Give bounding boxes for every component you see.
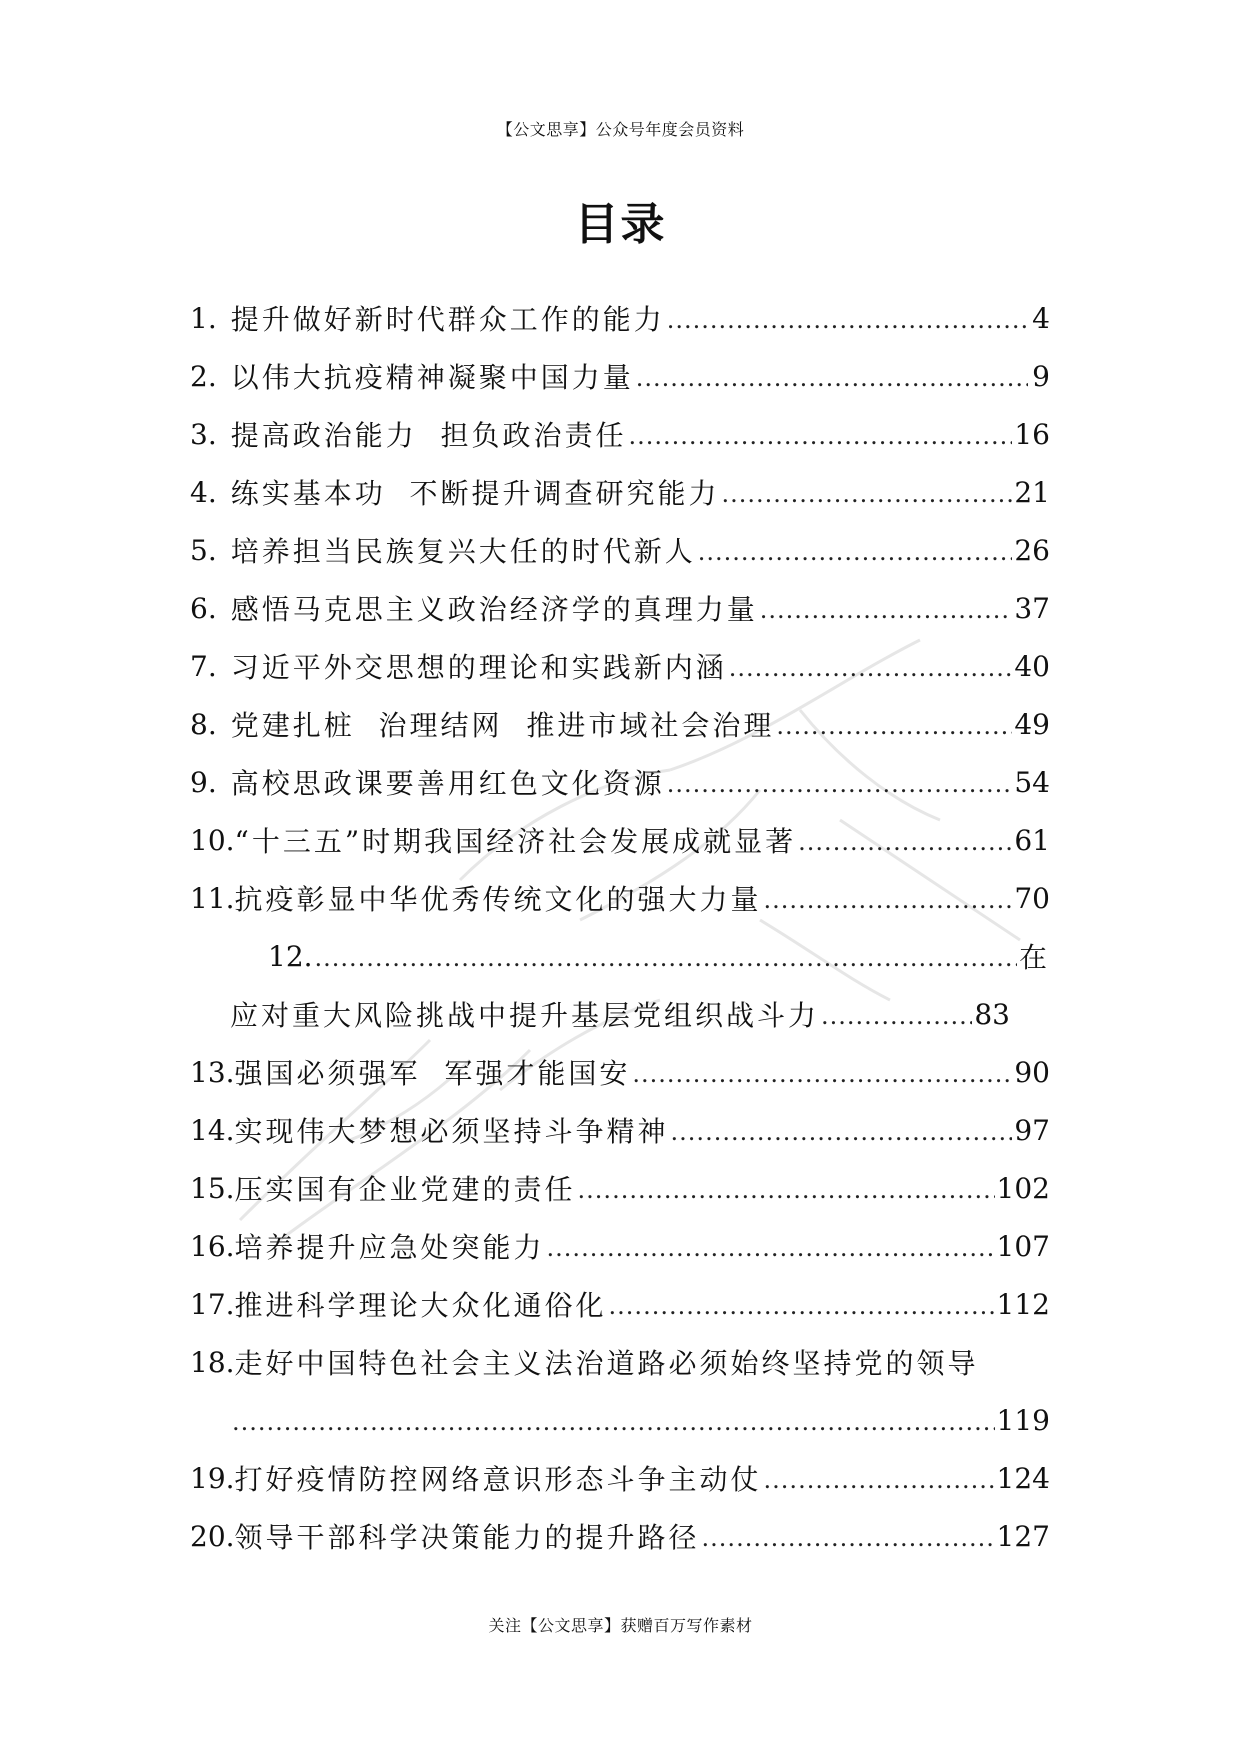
toc-entry-page: 70 [1014, 881, 1050, 915]
toc-entry-page: 97 [1014, 1113, 1050, 1147]
toc-entry-page: 61 [1014, 823, 1050, 857]
toc-entry-13[interactable] [190, 1043, 1050, 1101]
toc-entry-number: 3. [190, 417, 217, 451]
toc-entry-14[interactable] [190, 1101, 1050, 1159]
toc-dot-leader [315, 940, 1017, 973]
page-footer-note: 关注【公文思享】获赠百万写作素材 [488, 1616, 753, 1635]
toc-dot-leader [722, 476, 1013, 509]
toc-entry-page: 124 [996, 1461, 1050, 1495]
toc-entry-page: 127 [996, 1519, 1050, 1553]
toc-entry-17[interactable] [190, 1275, 1050, 1333]
toc-entry-title: 强国必须强军 军强才能国安 [234, 1057, 631, 1090]
toc-entry-number: 13. [190, 1055, 235, 1089]
toc-entry-number: 2. [190, 359, 217, 393]
toc-dot-leader [667, 302, 1028, 335]
toc-entry-page: 26 [1014, 533, 1050, 567]
toc-entry-2[interactable] [190, 347, 1050, 405]
toc-entry-title: 党建扎桩 治理结网 推进市域社会治理 [230, 709, 775, 742]
toc-entry-title: 打好疫情防控网络意识形态斗争主动仗 [234, 1463, 762, 1496]
toc-entry-title: 高校思政课要善用红色文化资源 [230, 767, 665, 800]
toc-entry-16[interactable] [190, 1217, 1050, 1275]
toc-entry-number: 18. [190, 1345, 235, 1379]
toc-dot-leader [609, 1288, 995, 1321]
toc-entry-number: 5. [190, 533, 217, 567]
toc-entry-12[interactable] [190, 927, 1050, 985]
toc-entry-page: 21 [1014, 475, 1050, 509]
toc-entry-18-continuation[interactable] [190, 1391, 1050, 1449]
toc-entry-title: 推进科学理论大众化通俗化 [234, 1289, 607, 1322]
toc-dot-leader [760, 592, 1013, 625]
toc-entry-1[interactable] [190, 289, 1050, 347]
toc-entry-number: 17. [190, 1287, 235, 1321]
toc-entry-page: 37 [1014, 591, 1050, 625]
toc-dot-leader [798, 824, 1012, 857]
toc-entry-5[interactable] [190, 521, 1050, 579]
toc-dot-leader [702, 1520, 995, 1553]
toc-entry-12-continuation[interactable] [190, 985, 1050, 1043]
toc-entry-3[interactable] [190, 405, 1050, 463]
toc-entry-number: 10. [190, 823, 235, 857]
toc-entry-page: 119 [996, 1403, 1050, 1437]
toc-entry-page: 107 [996, 1229, 1050, 1263]
toc-entry-number: 19. [190, 1461, 235, 1495]
toc-dot-leader [729, 650, 1013, 683]
toc-dot-leader [667, 766, 1013, 799]
toc-entry-title: 实现伟大梦想必须坚持斗争精神 [234, 1115, 669, 1148]
toc-dot-leader [632, 1056, 1012, 1089]
toc-entry-title: 应对重大风险挑战中提升基层党组织战斗力 [230, 999, 820, 1032]
toc-entry-number: 6. [190, 591, 217, 625]
toc-dot-leader [821, 998, 972, 1031]
toc-entry-title: 感悟马克思主义政治经济学的真理力量 [230, 593, 758, 626]
toc-entry-11[interactable] [190, 869, 1050, 927]
toc-dot-leader [698, 534, 1013, 567]
toc-entry-page: 112 [996, 1287, 1050, 1321]
toc-entry-8[interactable] [190, 695, 1050, 753]
toc-entry-title: 练实基本功 不断提升调查研究能力 [230, 477, 720, 510]
toc-entry-15[interactable] [190, 1159, 1050, 1217]
toc-entry-number: 7. [190, 649, 217, 683]
toc-entry-title: 培养担当民族复兴大任的时代新人 [230, 535, 696, 568]
toc-entry-page: 54 [1014, 765, 1050, 799]
toc-entry-page: 40 [1014, 649, 1050, 683]
toc-entry-20[interactable] [190, 1507, 1050, 1565]
table-of-contents [190, 289, 1050, 1565]
toc-entry-number: 20. [190, 1519, 235, 1553]
toc-dot-leader [629, 418, 1013, 451]
toc-dot-leader [636, 360, 1028, 393]
toc-entry-page: 90 [1014, 1055, 1050, 1089]
toc-entry-title: 抗疫彰显中华优秀传统文化的强大力量 [234, 883, 762, 916]
toc-entry-6[interactable] [190, 579, 1050, 637]
toc-entry-number: 8. [190, 707, 217, 741]
toc-entry-page: 4 [1032, 301, 1050, 335]
document-title: 目录 [574, 199, 667, 250]
toc-entry-18[interactable] [190, 1333, 1050, 1391]
toc-entry-4[interactable] [190, 463, 1050, 521]
toc-dot-leader [671, 1114, 1013, 1147]
toc-entry-page: 83 [974, 997, 1010, 1031]
toc-entry-title: 培养提升应急处突能力 [234, 1231, 545, 1264]
toc-entry-number: 12. [268, 939, 313, 973]
toc-dot-leader [764, 882, 1013, 915]
toc-entry-number: 1. [190, 301, 217, 335]
toc-entry-title: “十三五”时期我国经济社会发展成就显著 [234, 825, 797, 858]
toc-entry-page: 102 [996, 1171, 1050, 1205]
toc-entry-title: 提升做好新时代群众工作的能力 [230, 303, 665, 336]
toc-entry-title: 压实国有企业党建的责任 [234, 1173, 576, 1206]
toc-entry-title: 以伟大抗疫精神凝聚中国力量 [230, 361, 634, 394]
toc-dot-leader [764, 1462, 995, 1495]
toc-entry-page: 16 [1014, 417, 1050, 451]
toc-entry-page: 49 [1014, 707, 1050, 741]
toc-entry-title: 领导干部科学决策能力的提升路径 [234, 1521, 700, 1554]
toc-entry-number: 11. [190, 881, 235, 915]
toc-entry-number: 4. [190, 475, 217, 509]
toc-entry-title-head: 在 [1018, 941, 1050, 974]
toc-entry-19[interactable] [190, 1449, 1050, 1507]
toc-entry-title: 习近平外交思想的理论和实践新内涵 [230, 651, 727, 684]
toc-dot-leader [547, 1230, 995, 1263]
toc-entry-7[interactable] [190, 637, 1050, 695]
toc-entry-number: 14. [190, 1113, 235, 1147]
toc-entry-title: 提高政治能力 担负政治责任 [230, 419, 627, 452]
toc-dot-leader [578, 1172, 995, 1205]
toc-entry-10[interactable] [190, 811, 1050, 869]
toc-dot-leader [776, 708, 1012, 741]
toc-entry-title: 走好中国特色社会主义法治道路必须始终坚持党的领导 [234, 1347, 979, 1380]
toc-entry-number: 15. [190, 1171, 235, 1205]
toc-entry-9[interactable] [190, 753, 1050, 811]
toc-dot-leader [232, 1404, 995, 1437]
toc-entry-page: 9 [1032, 359, 1050, 393]
toc-entry-number: 16. [190, 1229, 235, 1263]
toc-entry-number: 9. [190, 765, 217, 799]
page-header-note: 【公文思享】公众号年度会员资料 [496, 120, 745, 139]
